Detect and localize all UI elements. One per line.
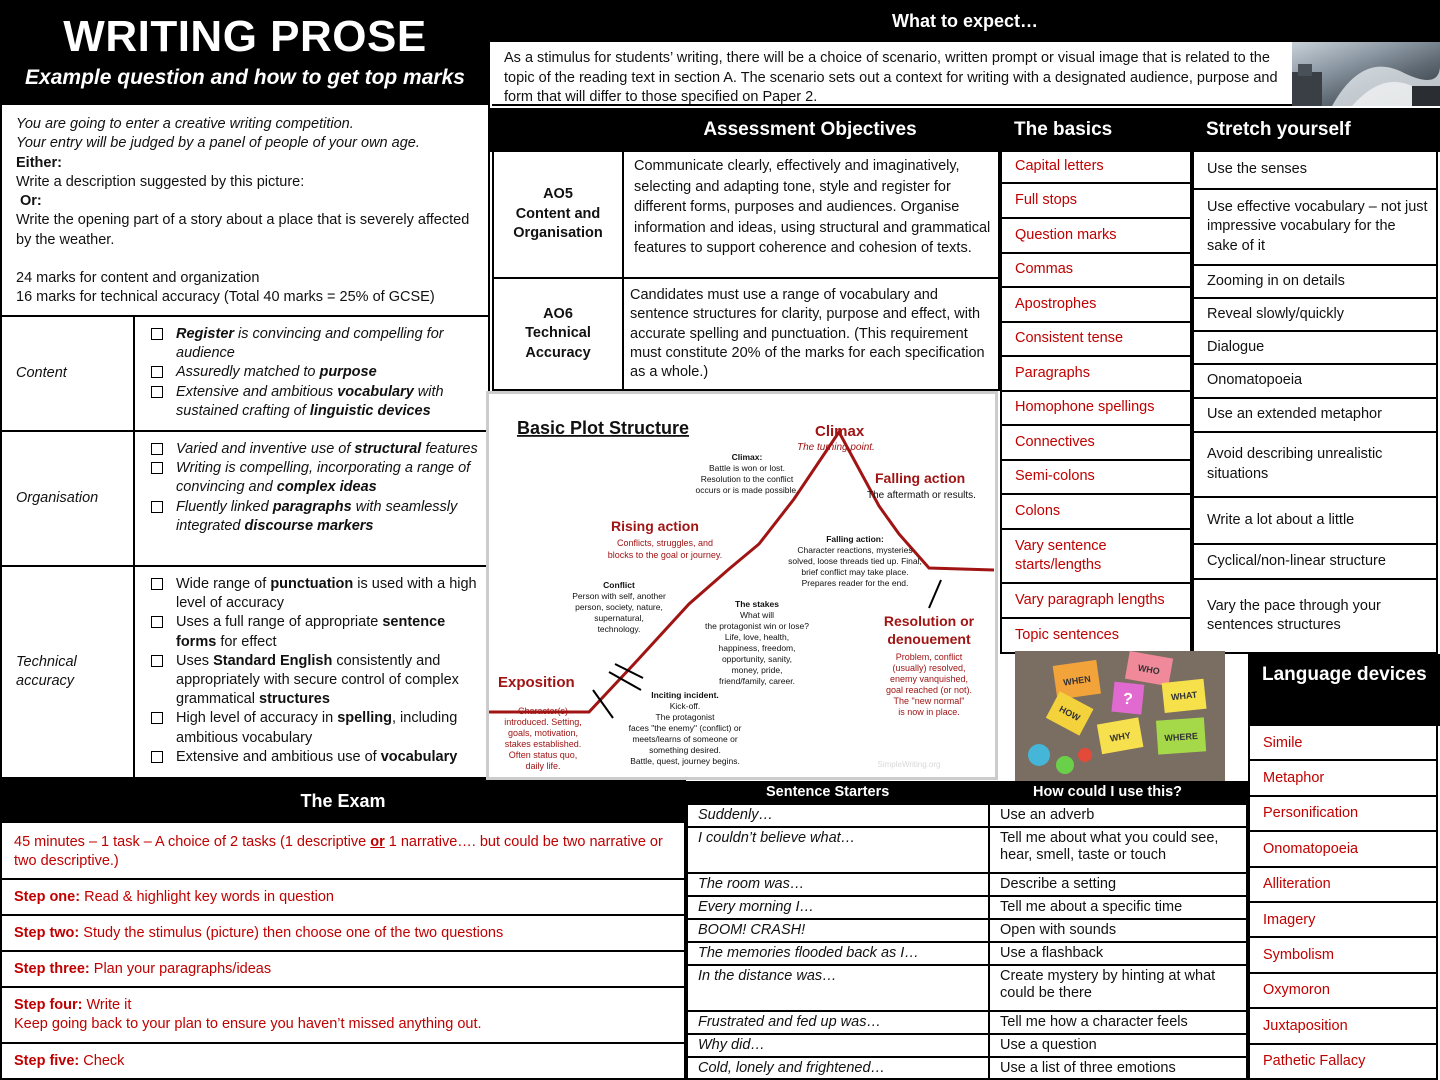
falling-detail-line: Prepares reader for the end. bbox=[801, 578, 909, 588]
basics-header: The basics bbox=[1000, 108, 1192, 152]
language-device-item: Metaphor bbox=[1248, 761, 1438, 796]
stakes-line: The stakes bbox=[735, 599, 779, 609]
criteria-organisation-label: Organisation bbox=[2, 432, 135, 565]
usage-cell: Tell me how a character feels bbox=[1000, 1014, 1188, 1030]
basics-item: Topic sentences bbox=[1000, 619, 1192, 654]
basics-item: Commas bbox=[1000, 254, 1192, 288]
question-intro-2: Your entry will be judged by a panel of people of your own age. bbox=[16, 135, 420, 152]
language-device-item: Pathetic Fallacy bbox=[1248, 1045, 1438, 1080]
list-item: Wide range of punctuation is used with a high level of accuracy bbox=[148, 575, 480, 613]
step-label: Step two: bbox=[14, 925, 80, 941]
example-question bbox=[0, 103, 490, 317]
rising-action-subtitle bbox=[608, 538, 722, 560]
list-item: High level of accuracy in spelling, including ambitious vocabulary bbox=[148, 709, 480, 747]
ao6-name bbox=[494, 279, 624, 389]
basics-item: Vary sentence starts/lengths bbox=[1000, 530, 1192, 584]
criteria-technical-row bbox=[0, 567, 490, 779]
column-divider bbox=[988, 828, 990, 872]
arrow-line bbox=[615, 664, 643, 678]
list-item: Fluently linked paragraphs with seamlessly integrated discourse markers bbox=[148, 498, 480, 536]
usage-cell: Open with sounds bbox=[1000, 922, 1117, 938]
sentence-starter-cell: Suddenly… bbox=[698, 807, 773, 823]
ao6-line-1: Technical bbox=[525, 325, 591, 342]
basics-item: Full stops bbox=[1000, 184, 1192, 219]
usage-cell: Create mystery by hinting at what could be there bbox=[1000, 968, 1216, 1001]
plot-structure-diagram bbox=[486, 391, 998, 780]
question-words-photo bbox=[1015, 651, 1225, 781]
exposition-line: daily life. bbox=[525, 761, 561, 771]
resolution-line: The "new normal" bbox=[893, 696, 965, 706]
sentence-starter-cell: BOOM! CRASH! bbox=[698, 922, 806, 938]
language-device-item: Alliteration bbox=[1248, 868, 1438, 903]
basics-item: Connectives bbox=[1000, 426, 1192, 461]
conflict-line: Person with self, another bbox=[572, 591, 666, 601]
exam-step-four bbox=[0, 988, 686, 1044]
conflict-line: person, society, nature, bbox=[575, 602, 663, 612]
falling-detail-line: Character reactions, mysteries bbox=[797, 545, 913, 555]
list-item: Extensive and ambitious vocabulary with sustained crafting of linguistic devices bbox=[148, 383, 480, 421]
step-label: Step one: bbox=[14, 889, 81, 905]
table-row bbox=[686, 1058, 1248, 1080]
basics-item: Consistent tense bbox=[1000, 323, 1192, 357]
exam-info-suffix: 1 narrative…. but could be two narrative or two descriptive.) bbox=[14, 834, 663, 869]
column-divider bbox=[988, 805, 990, 826]
stretch-item: Avoid describing unrealistic situations bbox=[1192, 433, 1438, 498]
note-word: WHAT bbox=[1170, 689, 1198, 703]
stretch-item: Write a lot about a little bbox=[1192, 498, 1438, 545]
note-word: WHERE bbox=[1164, 730, 1199, 744]
exposition-line: introduced. Setting, bbox=[504, 717, 582, 727]
ao5-row bbox=[492, 152, 1000, 279]
usage-cell: Use a flashback bbox=[1000, 945, 1104, 961]
stakes-line: friend/family, career. bbox=[719, 676, 795, 686]
ao5-line-1: Content and bbox=[515, 205, 601, 222]
step-label: Step five: bbox=[14, 1053, 80, 1069]
climax-detail-line: occurs or is made possible. bbox=[695, 485, 799, 495]
question-intro-1: You are going to enter a creative writing competition. bbox=[16, 116, 354, 132]
arrow-line bbox=[929, 580, 941, 608]
ao5-line-2: Organisation bbox=[513, 225, 603, 242]
question-option-2: Write the opening part of a story about a place that is severely affected by the weather. bbox=[16, 212, 470, 248]
stretch-item: Use an extended metaphor bbox=[1192, 399, 1438, 433]
exposition-line: Often status quo, bbox=[508, 750, 578, 760]
step-text: Check bbox=[79, 1053, 125, 1069]
stakes-line: Life, love, health, bbox=[724, 632, 790, 642]
climax-subtitle: The turning point. bbox=[797, 442, 875, 453]
criteria-content-list bbox=[148, 325, 480, 421]
sentence-starter-cell: I couldn’t believe what… bbox=[698, 830, 856, 846]
incident-line: Kick-off. bbox=[669, 701, 701, 711]
usage-cell: Use a question bbox=[1000, 1037, 1097, 1053]
table-row bbox=[686, 966, 1248, 1012]
criteria-organisation-list bbox=[148, 440, 480, 536]
basics-item: Capital letters bbox=[1000, 152, 1192, 184]
ao5-description: Communicate clearly, effectively and imaginatively, selecting and adapting tone, style and register for different forms, purposes and audiences. Organise information and ideas, using structural and grammatical features to support coherence and cohesion of texts. bbox=[634, 158, 991, 256]
question-option-1: Write a description suggested by this picture: bbox=[16, 173, 305, 190]
ao5-code: AO5 bbox=[543, 186, 573, 203]
sentence-starter-cell: Cold, lonely and frightened… bbox=[698, 1060, 886, 1076]
usage-cell: Describe a setting bbox=[1000, 876, 1117, 892]
storm-photo-image bbox=[1292, 42, 1440, 106]
incident-line: meets/learns of someone or bbox=[632, 734, 738, 744]
sentence-starter-cell: Why did… bbox=[698, 1037, 765, 1053]
sentence-starter-cell: In the distance was… bbox=[698, 968, 837, 984]
exam-info-prefix: 45 minutes – 1 task – A choice of 2 tasks (1 descriptive bbox=[14, 834, 371, 850]
climax-detail-line: Resolution to the conflict bbox=[700, 474, 794, 484]
falling-detail-line: solved, loose threads tied up. Final, bbox=[788, 556, 922, 566]
ao6-description: Candidates must use a range of vocabulary and sentence structures for clarity, purpose and effect, with accurate spelling and punctuation. (This requirement must constitute 20% of the marks for each specification as a whole.) bbox=[630, 287, 985, 381]
falling-action-subtitle: The aftermath or results. bbox=[867, 490, 976, 501]
step-text: Study the stimulus (picture) then choose one of the two questions bbox=[79, 925, 504, 941]
basics-item: Homophone spellings bbox=[1000, 392, 1192, 426]
column-divider bbox=[988, 897, 990, 918]
plot-watermark: SimpleWriting.org bbox=[877, 760, 941, 769]
stretch-item: Use the senses bbox=[1192, 152, 1438, 190]
step-text: Write it bbox=[82, 997, 132, 1013]
ao5-name bbox=[494, 152, 624, 277]
stretch-item: Cyclical/non-linear structure bbox=[1192, 545, 1438, 580]
question-either: Either: bbox=[16, 154, 62, 171]
falling-action-title: Falling action bbox=[875, 470, 966, 486]
step-label: Step four: bbox=[14, 997, 83, 1013]
incident-line: Inciting incident. bbox=[651, 690, 719, 700]
note-word: WHY bbox=[1109, 730, 1132, 744]
title-banner bbox=[0, 0, 490, 103]
exam-step-three bbox=[0, 952, 686, 988]
table-row bbox=[686, 805, 1248, 828]
stakes-line: money, pride, bbox=[731, 665, 783, 675]
column-divider bbox=[988, 1058, 990, 1078]
column-divider bbox=[988, 874, 990, 895]
usage-cell: Tell me about a specific time bbox=[1000, 899, 1183, 915]
basics-item: Question marks bbox=[1000, 219, 1192, 254]
exposition-title: Exposition bbox=[498, 674, 575, 691]
language-device-item: Imagery bbox=[1248, 903, 1438, 938]
climax-title: Climax bbox=[815, 423, 865, 440]
basics-item: Paragraphs bbox=[1000, 357, 1192, 392]
criteria-organisation-row bbox=[0, 432, 490, 567]
resolution-title-2: denouement bbox=[887, 631, 971, 647]
step-text: Read & highlight key words in question bbox=[80, 889, 334, 905]
list-item: Uses Standard English consistently and appropriately with secure control of complex grammatical structures bbox=[148, 652, 480, 710]
basics-item: Semi-colons bbox=[1000, 461, 1192, 495]
language-device-item: Juxtaposition bbox=[1248, 1009, 1438, 1044]
stakes-line: What will bbox=[739, 610, 775, 620]
step-text-2: Keep going back to your plan to ensure you haven’t missed anything out. bbox=[14, 1016, 482, 1032]
note-word: WHO bbox=[1137, 662, 1161, 677]
plot-title: Basic Plot Structure bbox=[517, 418, 690, 438]
resolution-title-1: Resolution or bbox=[883, 613, 975, 629]
table-row bbox=[686, 1035, 1248, 1058]
stakes-line: the protagonist win or lose? bbox=[705, 621, 809, 631]
exam-info-or: or bbox=[370, 834, 385, 850]
stretch-item: Dialogue bbox=[1192, 332, 1438, 365]
starters-header-left: Sentence Starters bbox=[766, 784, 890, 800]
exam-step-five bbox=[0, 1044, 686, 1080]
list-item: Extensive and ambitious use of vocabulary bbox=[148, 748, 480, 767]
column-divider bbox=[988, 920, 990, 941]
incident-line: The protagonist bbox=[655, 712, 715, 722]
basics-item: Vary paragraph lengths bbox=[1000, 584, 1192, 619]
stakes-detail bbox=[705, 599, 809, 686]
expect-text: As a stimulus for students’ writing, there will be a choice of scenario, written prompt or visual image that is related to the topic of the reading text in section A. The scenario sets out a context for writing with a designated audience, purpose and form that will differ to those specified on Paper 2. bbox=[492, 42, 1292, 106]
exposition-line: goals, motivation, bbox=[507, 728, 579, 738]
exposition-line: Character(s) bbox=[517, 706, 569, 716]
falling-detail bbox=[788, 534, 922, 588]
criteria-content-label: Content bbox=[2, 317, 135, 430]
resolution-line: (usually) resolved, bbox=[892, 663, 966, 673]
climax-detail-line: Battle is won or lost. bbox=[708, 463, 786, 473]
stretch-item: Zooming in on details bbox=[1192, 266, 1438, 299]
stretch-item: Onomatopoeia bbox=[1192, 365, 1438, 399]
table-row bbox=[686, 943, 1248, 966]
usage-cell: Use an adverb bbox=[1000, 807, 1095, 823]
list-item: Uses a full range of appropriate sentence forms for effect bbox=[148, 613, 480, 651]
list-item: Assuredly matched to purpose bbox=[148, 363, 480, 382]
column-divider bbox=[988, 1012, 990, 1033]
exam-step-one bbox=[0, 880, 686, 916]
basics-item: Apostrophes bbox=[1000, 288, 1192, 323]
stakes-line: happiness, freedom, bbox=[718, 643, 796, 653]
column-divider bbox=[988, 1035, 990, 1056]
question-marks-2: 16 marks for technical accuracy (Total 40 marks = 25% of GCSE) bbox=[16, 289, 435, 306]
question-marks-1: 24 marks for content and organization bbox=[16, 270, 260, 287]
step-text: Plan your paragraphs/ideas bbox=[89, 961, 272, 977]
table-row bbox=[686, 897, 1248, 920]
list-item: Writing is compelling, incorporating a range of convincing and complex ideas bbox=[148, 459, 480, 497]
language-device-item: Symbolism bbox=[1248, 938, 1438, 973]
criteria-technical-label: Technical accuracy bbox=[2, 567, 135, 777]
stretch-item: Vary the pace through your sentences structures bbox=[1192, 580, 1438, 654]
basics-item: Colons bbox=[1000, 495, 1192, 530]
expect-header: What to expect… bbox=[490, 0, 1440, 42]
exam-info bbox=[0, 823, 686, 880]
conflict-detail bbox=[572, 580, 666, 634]
usage-cell: Tell me about what you could see, hear, smell, taste or touch bbox=[1000, 830, 1219, 863]
incident-line: faces "the enemy" (conflict) or bbox=[628, 723, 742, 733]
resolution-line: goal reached (or not). bbox=[885, 685, 973, 695]
list-item: Register is convincing and compelling for audience bbox=[148, 325, 480, 363]
language-devices-header: Language devices bbox=[1248, 654, 1440, 726]
note-word: HOW bbox=[1057, 703, 1082, 723]
list-item: Varied and inventive use of structural features bbox=[148, 440, 480, 459]
column-divider bbox=[988, 966, 990, 1010]
inciting-incident-detail bbox=[629, 690, 742, 766]
table-row bbox=[686, 874, 1248, 897]
sentence-starter-cell: Every morning I… bbox=[698, 899, 815, 915]
table-row bbox=[686, 828, 1248, 874]
sentence-starter-cell: The memories flooded back as I… bbox=[698, 945, 919, 961]
conflict-line: Conflict bbox=[603, 580, 635, 590]
sentence-starter-cell: The room was… bbox=[698, 876, 805, 892]
conflict-line: technology. bbox=[597, 624, 641, 634]
language-device-item: Simile bbox=[1248, 726, 1438, 761]
climax-detail bbox=[696, 452, 799, 495]
table-row bbox=[686, 1012, 1248, 1035]
exam-step-two bbox=[0, 916, 686, 952]
stretch-item: Reveal slowly/quickly bbox=[1192, 299, 1438, 332]
stretch-header: Stretch yourself bbox=[1192, 108, 1440, 152]
stakes-line: opportunity, sanity, bbox=[721, 654, 793, 664]
ao-header: Assessment Objectives bbox=[490, 108, 1000, 152]
exam-header: The Exam bbox=[0, 779, 686, 823]
page-subtitle: Example question and how to get top marks bbox=[25, 66, 465, 89]
resolution-line: is now in place. bbox=[898, 707, 960, 717]
plot-structure-svg bbox=[489, 394, 995, 777]
incident-line: something desired. bbox=[649, 745, 721, 755]
starters-header-right: How could I use this? bbox=[1033, 784, 1183, 800]
resolution-line: Problem, conflict bbox=[895, 652, 963, 662]
column-divider bbox=[988, 943, 990, 964]
resolution-detail bbox=[886, 652, 972, 717]
exposition-detail bbox=[504, 706, 582, 771]
note-word: WHEN bbox=[1062, 673, 1092, 688]
incident-line: Battle, quest, journey begins. bbox=[630, 756, 740, 766]
resolution-line: enemy vanquished, bbox=[889, 674, 969, 684]
falling-detail-line: brief conflict may take place. bbox=[801, 567, 909, 577]
table-row bbox=[686, 920, 1248, 943]
rising-sub-line: Conflicts, struggles, and bbox=[616, 538, 714, 548]
storm-photo bbox=[1292, 42, 1440, 106]
conflict-line: supernatural, bbox=[594, 613, 644, 623]
exposition-line: stakes established. bbox=[504, 739, 582, 749]
language-device-item: Onomatopoeia bbox=[1248, 832, 1438, 867]
ao6-line-2: Accuracy bbox=[525, 344, 591, 361]
criteria-content-row bbox=[0, 317, 490, 432]
falling-detail-line: Falling action: bbox=[826, 534, 884, 544]
criteria-technical-list bbox=[148, 575, 480, 767]
sentence-starters-header bbox=[686, 781, 1248, 805]
stretch-item: Use effective vocabulary – not just impressive vocabulary for the sake of it bbox=[1192, 190, 1438, 266]
rising-action-title: Rising action bbox=[611, 518, 699, 534]
ao6-code: AO6 bbox=[543, 305, 573, 322]
page-title: WRITING PROSE bbox=[63, 12, 427, 61]
ao6-row bbox=[492, 279, 1000, 391]
sentence-starter-cell: Frustrated and fed up was… bbox=[698, 1014, 881, 1030]
language-device-item: Personification bbox=[1248, 797, 1438, 832]
step-label: Step three: bbox=[14, 961, 90, 977]
language-device-item: Oxymoron bbox=[1248, 974, 1438, 1009]
question-or: Or: bbox=[20, 193, 42, 210]
climax-detail-line: Climax: bbox=[731, 452, 763, 462]
question-words-image bbox=[1015, 651, 1225, 781]
usage-cell: Use a list of three emotions bbox=[1000, 1060, 1176, 1076]
note-word: ? bbox=[1121, 690, 1134, 709]
rising-sub-line: blocks to the goal or journey. bbox=[607, 550, 723, 560]
